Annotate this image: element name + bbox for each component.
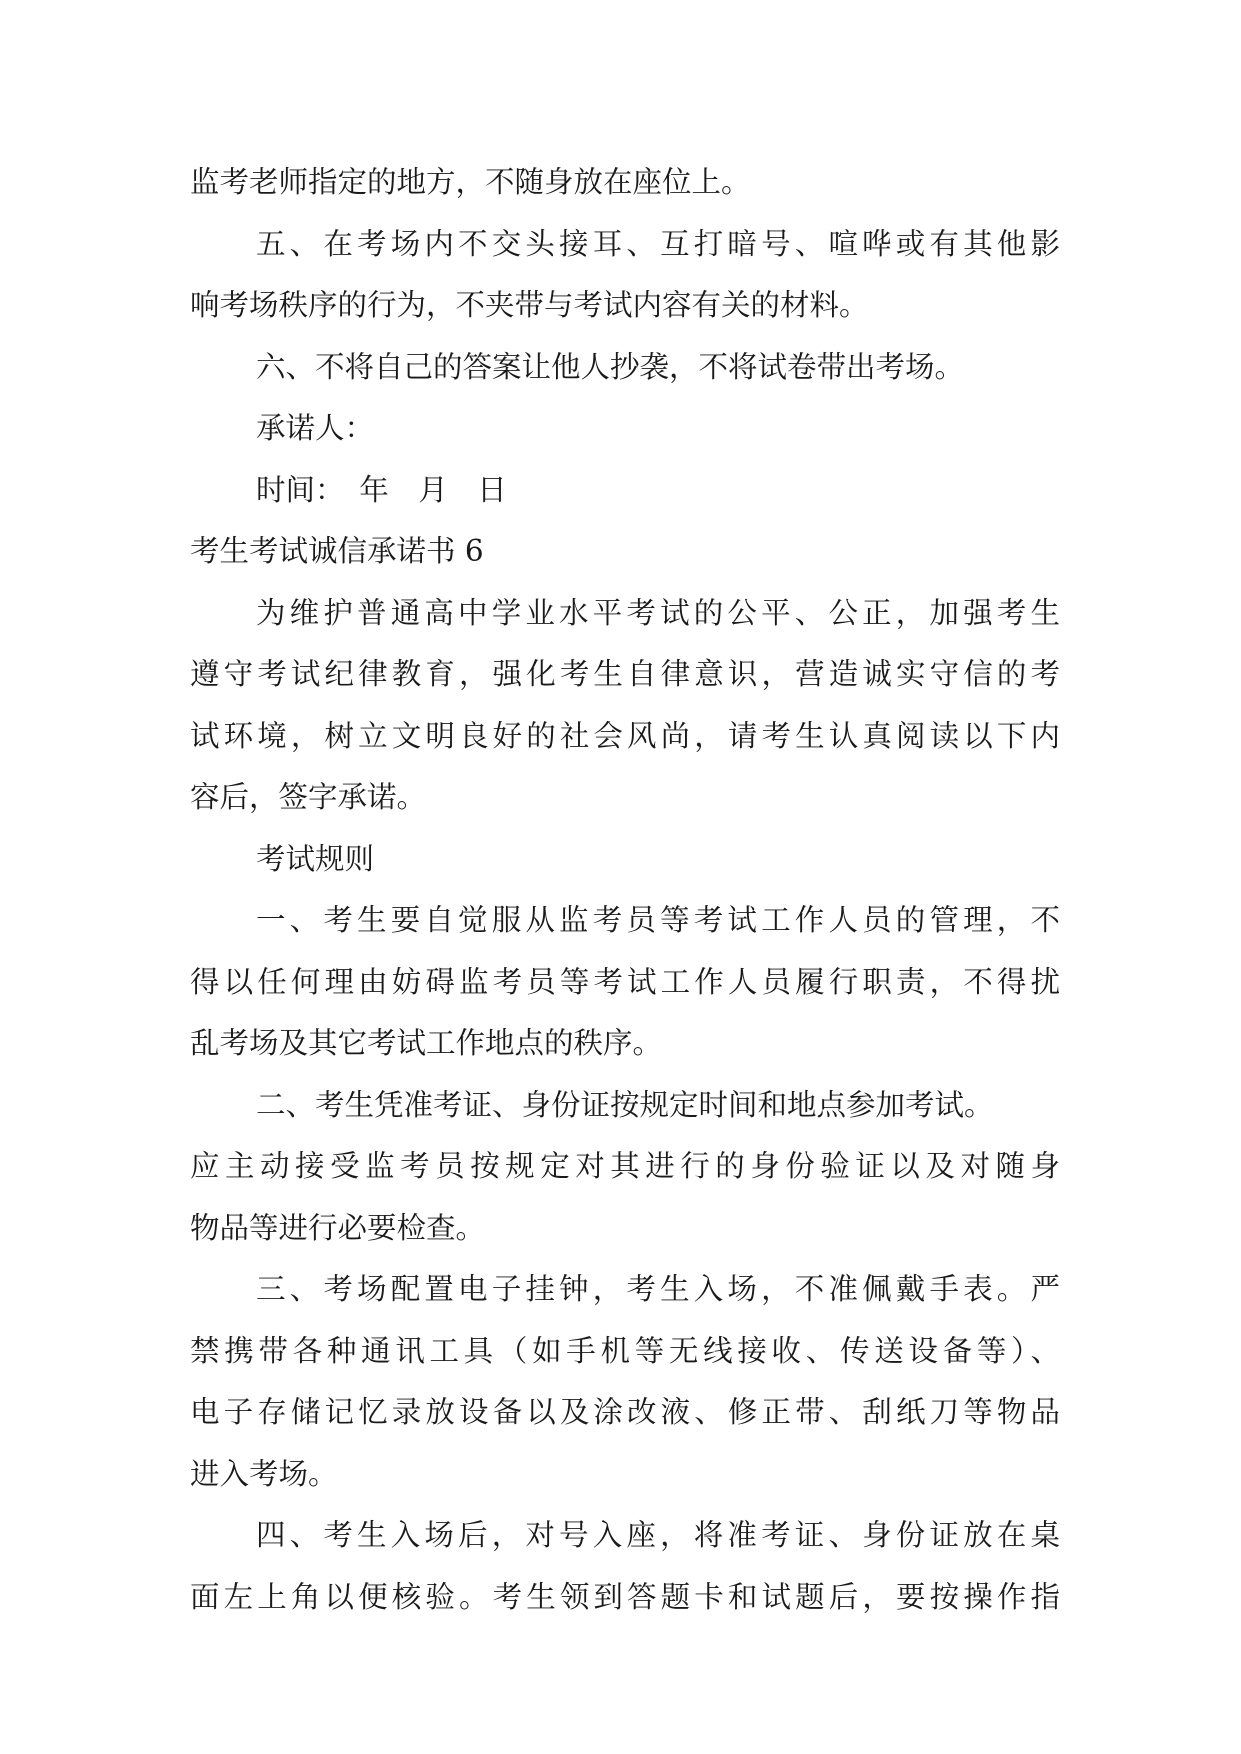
text-line: 时间： 年 月 日 (256, 472, 507, 507)
document-body (190, 152, 1060, 1628)
text-line: 得以任何理由妨碍监考员等考试工作人员履行职责，不得扰 (190, 964, 1060, 999)
text-line: 乱考场及其它考试工作地点的秩序。 (190, 1026, 663, 1060)
text-line: 响考场秩序的行为，不夹带与考试内容有关的材料。 (190, 288, 869, 322)
text-line: 禁携带各种通讯工具（如手机等无线接收、传送设备等）、 (190, 1333, 1060, 1368)
text-line: 监考老师指定的地方，不随身放在座位上。 (190, 165, 751, 199)
text-line: 四、考生入场后，对号入座，将准考证、身份证放在桌 (256, 1518, 1060, 1552)
text-line: 一、考生要自觉服从监考员等考试工作人员的管理，不 (256, 903, 1060, 937)
text-line: 容后，签字承诺。 (190, 780, 427, 814)
text-line: 考试规则 (256, 841, 375, 876)
text-line: 为维护普通高中学业水平考试的公平、公正，加强考生 (256, 595, 1060, 630)
text-line: 应主动接受监考员按规定对其进行的身份验证以及对随身 (190, 1149, 1060, 1183)
text-line: 进入考场。 (190, 1456, 338, 1491)
text-line: 五、在考场内不交头接耳、互打暗号、喧哗或有其他影 (256, 226, 1060, 261)
text-line: 六、不将自己的答案让他人抄袭，不将试卷带出考场。 (256, 349, 965, 384)
text-line: 三、考场配置电子挂钟，考生入场，不准佩戴手表。严 (256, 1272, 1060, 1306)
section-heading: 考生考试诚信承诺书 6 (190, 534, 484, 568)
text-line: 面左上角以便核验。考生领到答题卡和试题后，要按操作指 (190, 1579, 1060, 1614)
text-line: 二、考生凭准考证、身份证按规定时间和地点参加考试。 (256, 1087, 994, 1122)
text-line: 承诺人： (256, 411, 375, 445)
text-line: 物品等进行必要检查。 (190, 1210, 486, 1245)
text-line: 电子存储记忆录放设备以及涂改液、修正带、刮纸刀等物品 (190, 1395, 1060, 1429)
text-line: 试环境，树立文明良好的社会风尚，请考生认真阅读以下内 (190, 718, 1060, 753)
text-line: 遵守考试纪律教育，强化考生自律意识，营造诚实守信的考 (190, 657, 1060, 691)
